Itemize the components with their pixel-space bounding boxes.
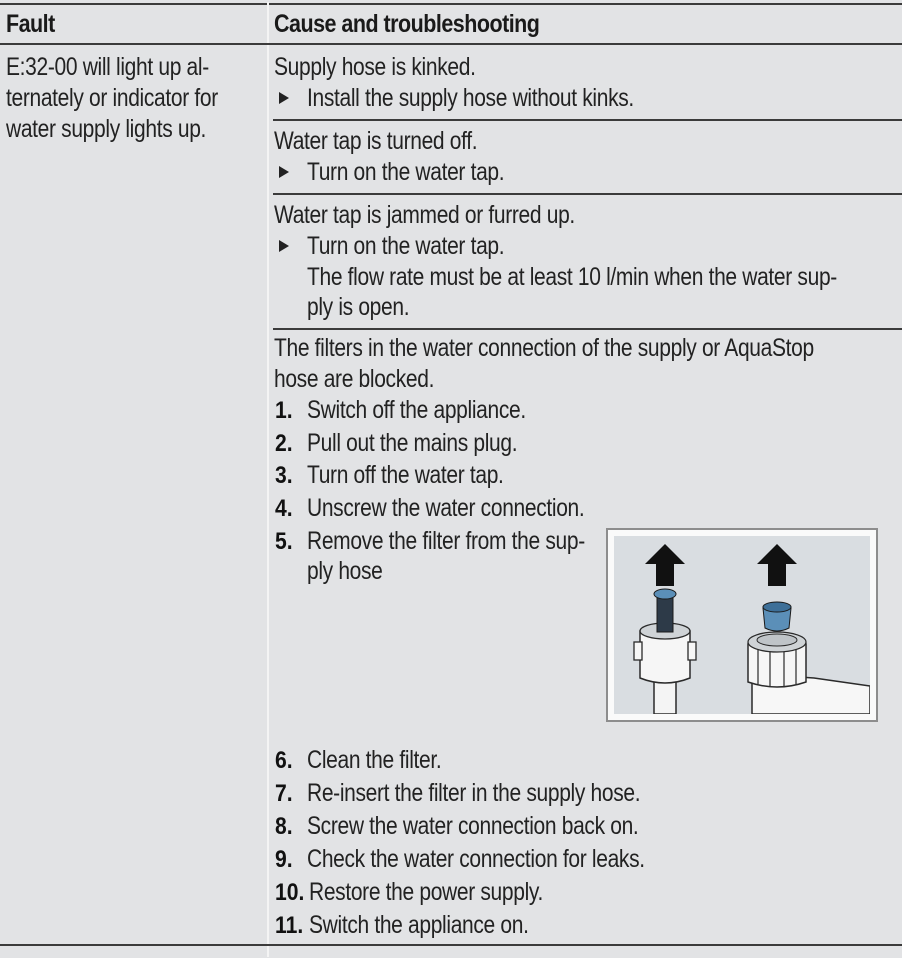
cause-3-note-line-2: ply is open. xyxy=(307,293,410,321)
header-fault: Fault xyxy=(6,10,55,38)
cause-2-text: Water tap is turned off. xyxy=(274,127,478,155)
step-text: Re-insert the filter in the supply hose. xyxy=(307,779,641,807)
step-text: Turn off the water tap. xyxy=(307,461,504,489)
fault-text-line-3: water supply lights up. xyxy=(6,115,207,143)
column-separator xyxy=(267,2,269,957)
step-number: 5. xyxy=(275,528,293,555)
step-text: Switch off the appliance. xyxy=(307,396,526,424)
step-text: Clean the filter. xyxy=(307,746,442,774)
row-divider xyxy=(273,328,902,330)
step-number: 1. xyxy=(275,397,293,424)
cause-1-text: Supply hose is kinked. xyxy=(274,53,476,81)
fault-text-line-2: ternately or indicator for xyxy=(6,84,218,112)
cause-3-action: Turn on the water tap. xyxy=(307,232,505,260)
cause-3-note-line-1: The flow rate must be at least 10 l/min when the water sup- xyxy=(307,263,837,291)
row-divider xyxy=(273,193,902,195)
table-top-border xyxy=(0,3,902,5)
filter-removal-illustration xyxy=(606,528,878,722)
cause-2-action: Turn on the water tap. xyxy=(307,158,505,186)
step-number: 2. xyxy=(275,430,293,457)
cause-4-text-line-1: The filters in the water connection of the supply or AquaStop xyxy=(274,334,814,362)
step-text: Remove the filter from the sup- xyxy=(307,527,585,555)
cause-4-text-line-2: hose are blocked. xyxy=(274,365,435,393)
step-number: 3. xyxy=(275,462,293,489)
step-text: Screw the water connection back on. xyxy=(307,812,639,840)
step-number: 8. xyxy=(275,813,293,840)
bullet-arrow-icon xyxy=(279,166,289,178)
step-number: 11. xyxy=(275,912,304,939)
header-bottom-border xyxy=(0,43,902,45)
step-number: 9. xyxy=(275,846,293,873)
cause-3-text: Water tap is jammed or furred up. xyxy=(274,201,575,229)
step-text: Switch the appliance on. xyxy=(309,911,529,939)
step-number: 10. xyxy=(275,879,305,906)
step-number: 4. xyxy=(275,495,293,522)
fault-text-line-1: E:32-00 will light up al- xyxy=(6,53,209,81)
step-text: Unscrew the water connection. xyxy=(307,494,585,522)
step-number: 6. xyxy=(275,747,293,774)
header-cause: Cause and troubleshooting xyxy=(274,10,540,38)
step-text-continued: ply hose xyxy=(307,557,383,585)
cause-1-action: Install the supply hose without kinks. xyxy=(307,84,634,112)
step-text: Check the water connection for leaks. xyxy=(307,845,645,873)
row-divider xyxy=(273,119,902,121)
table-bottom-border xyxy=(0,944,902,946)
step-number: 7. xyxy=(275,780,293,807)
step-text: Restore the power supply. xyxy=(309,878,544,906)
bullet-arrow-icon xyxy=(279,92,289,104)
bullet-arrow-icon xyxy=(279,240,289,252)
step-text: Pull out the mains plug. xyxy=(307,429,518,457)
